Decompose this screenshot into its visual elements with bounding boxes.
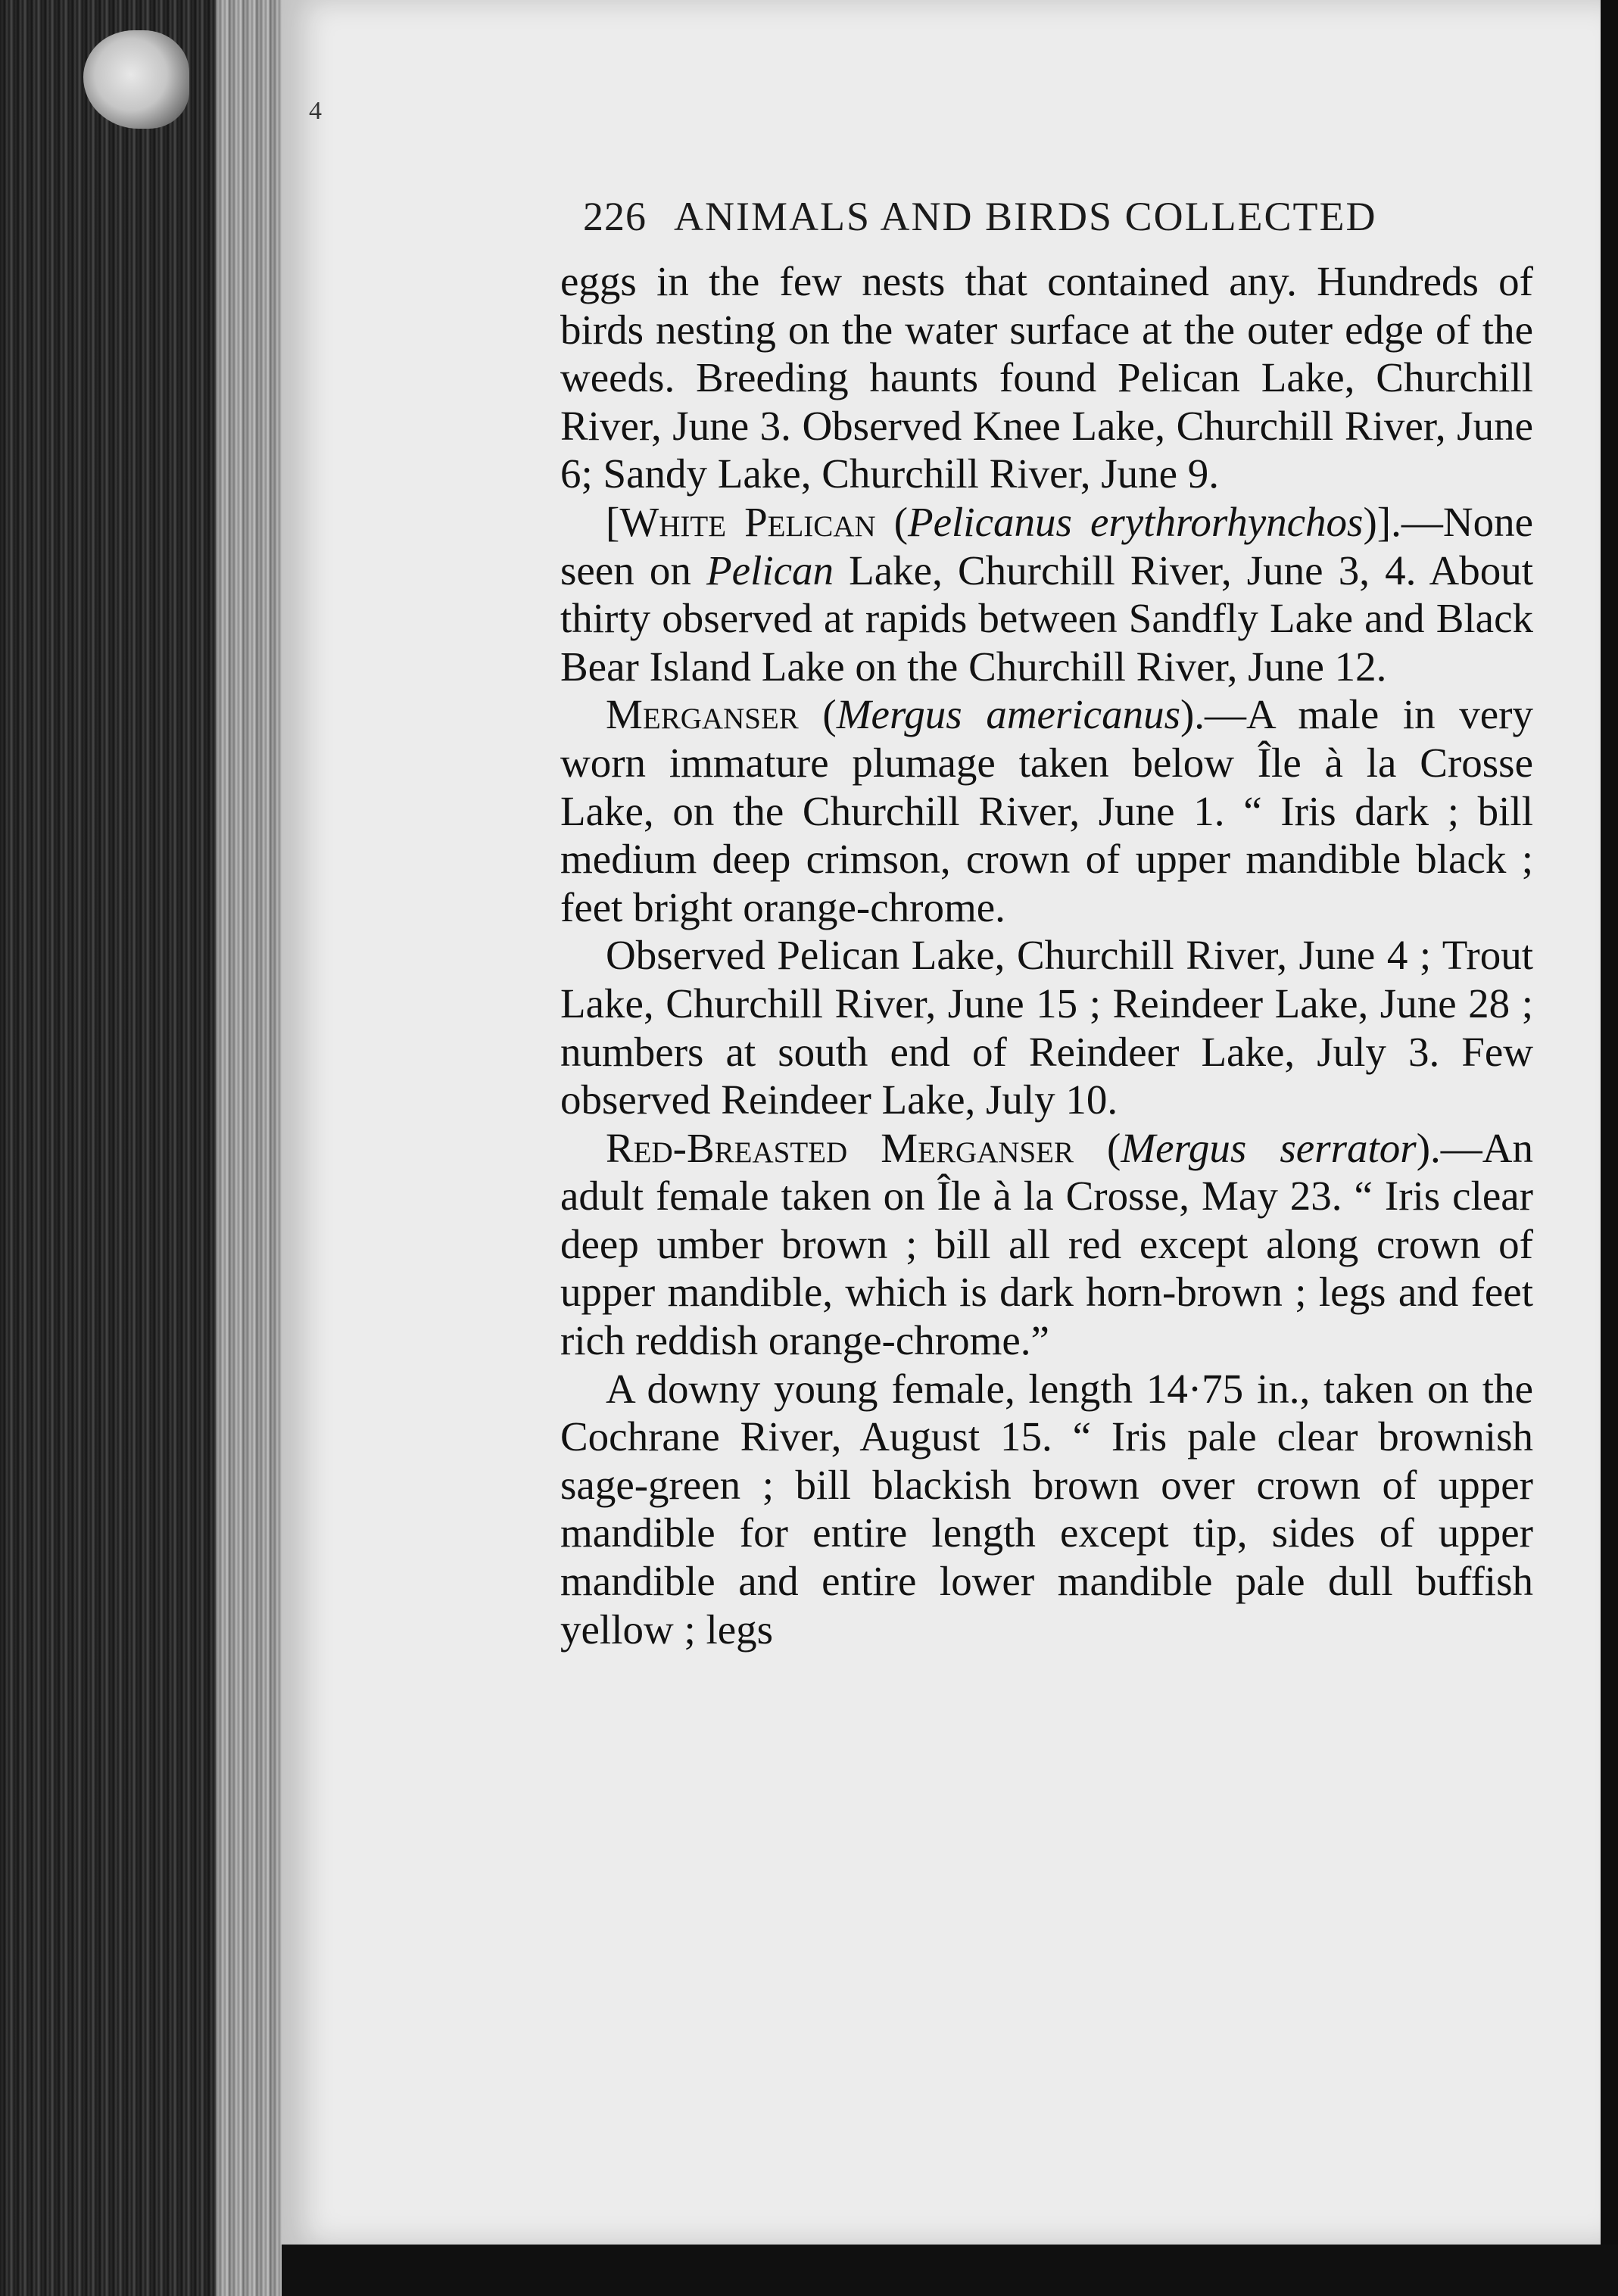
running-title: ANIMALS AND BIRDS COLLECTED <box>674 194 1377 239</box>
page-stack-edge <box>216 0 291 2296</box>
text-run: ( <box>1073 1124 1121 1171</box>
species-name: [White Pelican <box>606 498 876 545</box>
italic-place: Pelican <box>706 547 834 593</box>
text-run: ( <box>798 691 837 738</box>
species-name: Merganser <box>606 691 799 738</box>
scientific-name: Mergus serrator <box>1121 1124 1417 1171</box>
margin-mark: 4 <box>309 97 322 125</box>
text-run: ( <box>875 498 909 545</box>
entry-red-breasted-merganser <box>560 1124 1533 1365</box>
text-run: A downy young female, length 14·75 in., taken on the Cochrane River, August 15. “ Iris pale clear brownish sage-green ; bill blackish brown over crown of upper mandible for entire length except tip, sides of upper mandible and entire lower mandible pale dull buffish yellow ; legs <box>560 1365 1533 1653</box>
species-name: Red-Breasted Merganser <box>606 1124 1074 1171</box>
entry-merganser <box>560 690 1533 931</box>
text-run: ).—An adult female taken on Île à la Crosse, May 23. “ Iris clear deep umber brown ; bill all red except along crown of upper mandible, which is dark horn-brown ; legs and feet rich reddish orange-chrome.” <box>560 1124 1533 1364</box>
right-scan-border <box>1601 0 1618 2296</box>
bottom-scan-border <box>282 2245 1618 2296</box>
page-number: 226 <box>583 194 647 239</box>
text-run: ).—A male in very worn immature plumage taken below Île à la Crosse Lake, on the Churchill River, June 1. “ Iris dark ; bill medium deep crimson, crown of upper mandible black ; feet bright orange-chrome. <box>560 691 1533 930</box>
text-run: Observed Pelican Lake, Churchill River, June 4 ; Trout Lake, Churchill River, June 15 ; Reindeer Lake, June 28 ; numbers at south end of Reindeer Lake, July 3. Few observed Reindeer Lake, July 10. <box>560 932 1533 1123</box>
text-run: )].—None seen on <box>560 498 1533 593</box>
running-header <box>583 193 1416 240</box>
scientific-name: Pelicanus erythrorhynchos <box>908 498 1364 545</box>
body-text <box>560 257 1533 1653</box>
text-run: Lake, Churchill River, June 3, 4. About thirty observed at rapids between Sandfly Lake and Black Bear Island Lake on the Churchill River, June 12. <box>560 547 1533 690</box>
paragraph <box>560 1365 1533 1654</box>
scientific-name: Mergus americanus <box>836 691 1180 738</box>
text-run: eggs in the few nests that contained any. Hundreds of birds nesting on the water surface at the outer edge of the weeds. Breeding haunts found Pelican Lake, Churchill River, June 3. Observed Knee Lake, Churchill River, June 6; Sandy Lake, Churchill River, June 9. <box>560 258 1533 497</box>
paragraph <box>560 931 1533 1123</box>
entry-white-pelican <box>560 498 1533 690</box>
paragraph <box>560 257 1533 498</box>
binding-blemish <box>83 30 189 129</box>
